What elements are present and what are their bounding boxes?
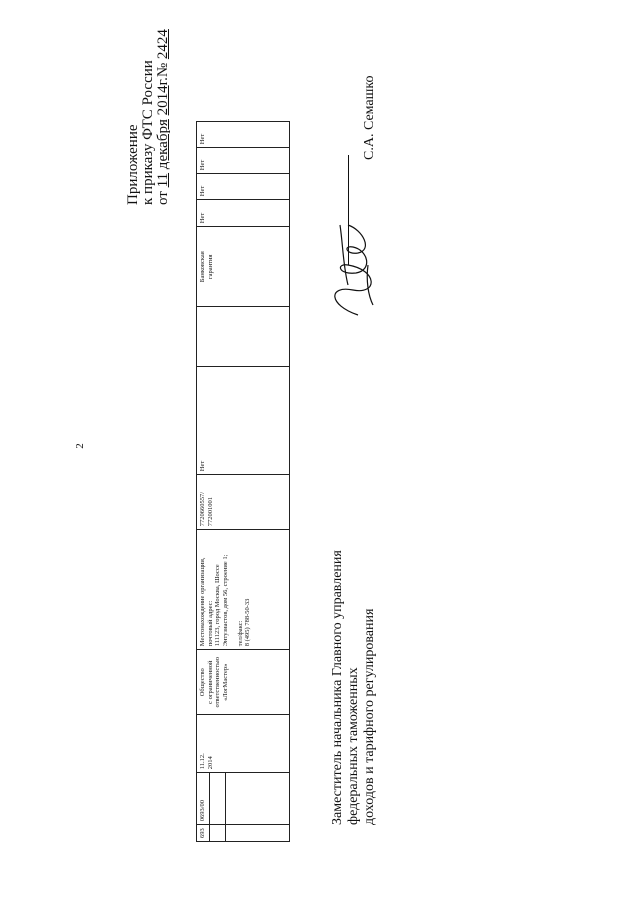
signer-position-1: Заместитель начальника Главного управления (330, 550, 345, 825)
signer-position-2: федеральных таможенных (346, 667, 361, 825)
cell-no-3: Нет (197, 148, 290, 174)
appendix-month: декабря (155, 119, 171, 170)
appendix-header (126, 29, 171, 205)
appendix-order: к приказу ФТС России (140, 60, 156, 205)
cell-code: 0693/00 (197, 773, 210, 825)
signature-block (330, 550, 378, 825)
handwritten-signature (318, 195, 388, 325)
cell-no: Нет (197, 367, 290, 475)
cell-inn: 7720660557/ 772001001 (197, 475, 290, 530)
cell-no-4: Нет (197, 122, 290, 148)
cell-address: Местонахождение организации, почтовый адрес: 111123, город Москва, Шоссе Энтузиастов, дом 56, строение 1; тел/факс: 8 (495) 788-50-33 (197, 530, 290, 650)
cell-date: 11.12. 2014 (197, 715, 290, 773)
cell-blank-a (209, 825, 225, 842)
signer-position-3: доходов и тарифного регулирования (362, 608, 377, 825)
cell-org: Общество с ограниченной ответственностью «ЛогМастер» (197, 650, 290, 715)
cell-num: 693 (197, 825, 210, 842)
cell-guarantee: Банковская гарантия (197, 227, 290, 307)
cell-no-1: Нет (197, 200, 290, 227)
cell-empty (197, 307, 290, 367)
registry-table (196, 121, 290, 842)
cell-blank-b (209, 773, 225, 825)
signer-name: С.А. Семашко (362, 75, 377, 160)
cell-blank-d (225, 773, 289, 825)
signature-line (348, 155, 349, 265)
appendix-day: 11 (155, 172, 171, 188)
page-number: 2 (73, 443, 86, 449)
appendix-title: Приложение (125, 124, 141, 205)
appendix-number: 2424 (155, 29, 171, 60)
appendix-year: 2014 (155, 85, 171, 116)
appendix-date-line: от 11 декабря 2014г.№ 2424 (155, 29, 171, 205)
cell-no-2: Нет (197, 174, 290, 200)
cell-blank-c (225, 825, 289, 842)
